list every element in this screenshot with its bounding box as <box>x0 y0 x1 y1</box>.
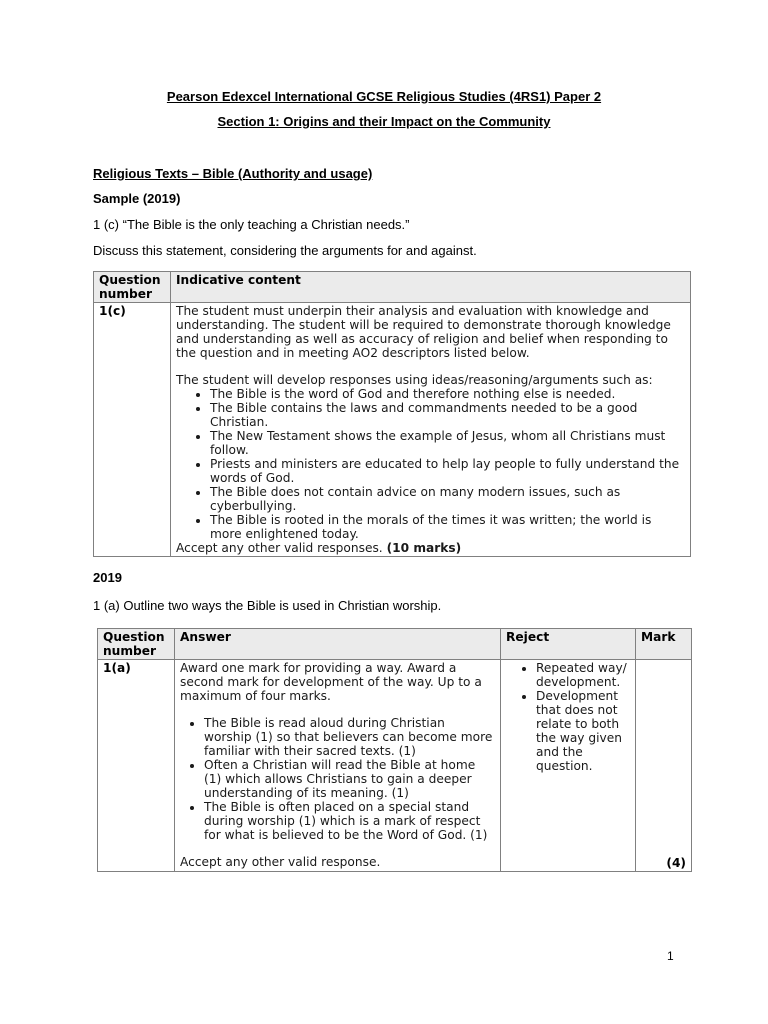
page-number: 1 <box>667 949 674 963</box>
sample-mark-scheme-table <box>93 271 691 557</box>
list-item: • The Bible is read aloud during Christian worship (1) so that believers can become more familiar with their sacred texts. (1) <box>204 716 495 758</box>
list-item: • The Bible contains the laws and commandments needed to be a good Christian. <box>210 401 685 429</box>
reject-cell <box>501 660 636 872</box>
sample-question: 1 (c) “The Bible is the only teaching a Christian needs.” <box>93 217 410 232</box>
list-item: • Often a Christian will read the Bible at home (1) which allows Christians to gain a deeper understanding of its meaning. (1) <box>204 758 495 800</box>
sample-instruction: Discuss this statement, considering the arguments for and against. <box>93 243 477 258</box>
header-mark: Mark <box>636 629 692 660</box>
header-answer: Answer <box>175 629 501 660</box>
section-title: Section 1: Origins and their Impact on the Community <box>217 114 551 129</box>
lead-paragraph: The student will develop responses using ideas/reasoning/arguments such as: <box>176 373 653 387</box>
reject-list <box>506 661 630 773</box>
year-mark-scheme-table <box>97 628 692 872</box>
table-header-row <box>94 272 691 303</box>
year-label: 2019 <box>93 570 122 585</box>
header-question-number: Question number <box>98 629 175 660</box>
list-item: • Development that does not relate to both the way given and the question. <box>536 689 630 773</box>
document-title: Pearson Edexcel International GCSE Religious Studies (4RS1) Paper 2 <box>166 89 602 104</box>
list-item: • Repeated way/ development. <box>536 661 630 689</box>
list-item: • The New Testament shows the example of Jesus, whom all Christians must follow. <box>210 429 685 457</box>
list-item: • The Bible is often placed on a special stand during worship (1) which is a mark of respect for what is believed to be the Word of God. (1) <box>204 800 495 842</box>
answer-cell <box>175 660 501 872</box>
header-question-number: Question number <box>94 272 171 303</box>
year-question: 1 (a) Outline two ways the Bible is used in Christian worship. <box>93 598 442 613</box>
arguments-list <box>176 387 685 541</box>
marks-text: (10 marks) <box>386 541 462 555</box>
table-row <box>94 303 691 557</box>
header-indicative-content: Indicative content <box>171 272 691 303</box>
list-item: • The Bible does not contain advice on many modern issues, such as cyberbullying. <box>210 485 685 513</box>
question-number-cell: 1(c) <box>94 303 171 557</box>
accept-line: Accept any other valid response. <box>180 855 381 869</box>
intro-paragraph: The student must underpin their analysis and evaluation with knowledge and understanding. The student will be required to demonstrate thorough knowledge and understanding as well as accuracy of religion and belief when responding to the question and in meeting AO2 descriptors listed below. <box>176 304 671 360</box>
answer-intro: Award one mark for providing a way. Award a second mark for development of the way. Up to a maximum of four marks. <box>180 661 482 703</box>
mark-cell: (4) <box>636 660 692 872</box>
list-item: • The Bible is rooted in the morals of the times it was written; the world is more enlightened today. <box>210 513 685 541</box>
accept-text: Accept any other valid responses. <box>176 541 383 555</box>
table-row <box>98 660 692 872</box>
list-item: • Priests and ministers are educated to help lay people to fully understand the words of God. <box>210 457 685 485</box>
sample-label: Sample (2019) <box>93 191 181 206</box>
question-number-cell: 1(a) <box>98 660 175 872</box>
list-item: • The Bible is the word of God and therefore nothing else is needed. <box>210 387 685 401</box>
answer-list <box>180 716 495 842</box>
indicative-content-cell <box>171 303 691 557</box>
accept-line <box>176 541 685 555</box>
topic-heading: Religious Texts – Bible (Authority and usage) <box>93 166 373 181</box>
table-header-row <box>98 629 692 660</box>
header-reject: Reject <box>501 629 636 660</box>
